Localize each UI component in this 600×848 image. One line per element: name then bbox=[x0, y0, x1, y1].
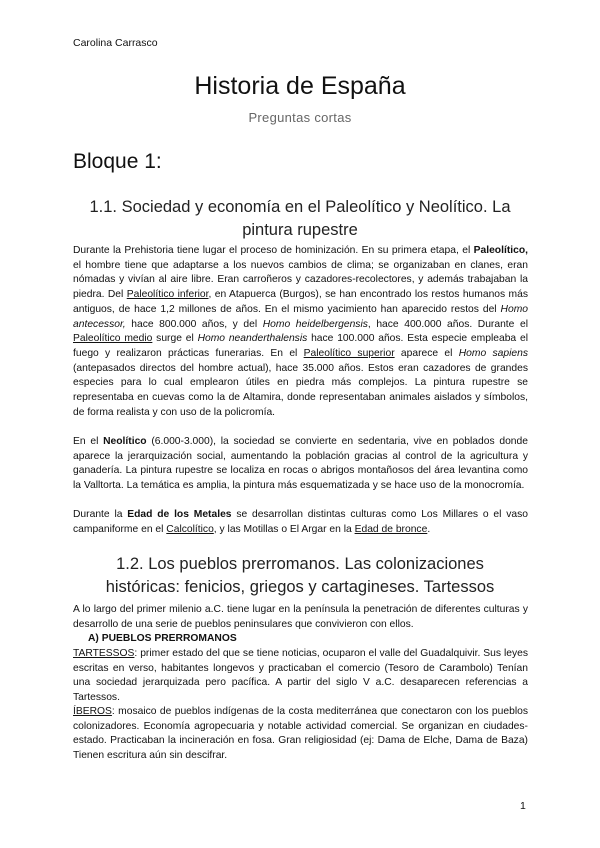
term-paleolitico-superior: Paleolítico superior bbox=[303, 347, 395, 359]
block-title: Bloque 1: bbox=[73, 150, 162, 173]
term-edad-de-los-metales: Edad de los Metales bbox=[127, 509, 232, 520]
text-span: el hombre tiene que adaptarse a los nuevos cambios de clima; se organizaban en clanes, eran nómadas y vivían al aire libre. Eran carroñeros y cazadores-recolectores, y además trabajaban la piedra. Del bbox=[73, 259, 528, 301]
text-span: : mosaico de pueblos indígenas de la costa mediterránea que conectaron con los pueblos colonizadores. Economía agropecuaria y notable actividad comercial. Se organizan en ciudades-estado. Practicaban la incineración en fosa. Gran religiosidad (ej: Dama de Elche, Dama de Baza) Tienen escritura aún sin descifrar. bbox=[73, 706, 528, 762]
text-span: hace 800.000 años, y del bbox=[125, 318, 263, 330]
text-span: Durante la bbox=[73, 509, 128, 520]
term-neolitico: Neolítico bbox=[103, 436, 147, 447]
section-2-heading: 1.2. Los pueblos prerromanos. Las colonizaciones históricas: fenicios, griegos y cartagineses. Tartessos bbox=[105, 555, 495, 596]
tartessos-paragraph bbox=[73, 647, 528, 706]
term-iberos: ÍBEROS bbox=[73, 706, 112, 717]
text-span: En el bbox=[73, 436, 104, 447]
iberos-paragraph bbox=[73, 705, 528, 764]
author-name: Carolina Carrasco bbox=[73, 37, 158, 49]
text-span: se desarrollan distintas culturas como Los Millares o el vaso campaniforme en el bbox=[73, 509, 528, 535]
term-paleolitico-medio: Paleolítico medio bbox=[73, 333, 153, 345]
section-1-paragraph-2 bbox=[73, 435, 528, 494]
text-span: (6.000-3.000), la sociedad se convierte en sedentaria, vive en poblados donde aparece la jerarquización social, aumentando la población gracias al control de la agricultura y ganadería. La pintura rupestre se localiza en rocas o abrigos montañosos del área levantina como la Valltorta. La temática es amplia, la pintura más esquematizada y se hace uso de la monocromía. bbox=[73, 436, 528, 492]
term-paleolitico: Paleolítico, bbox=[473, 245, 528, 256]
term-homo-sapiens: Homo sapiens bbox=[458, 347, 528, 359]
text-span: aparece el bbox=[394, 347, 459, 359]
text-span: . bbox=[427, 523, 431, 535]
subheading-pueblos-prerromanos: A) PUEBLOS PRERROMANOS bbox=[88, 633, 237, 644]
text-span: Durante la Prehistoria tiene lugar el proceso de hominización. En su primera etapa, el bbox=[73, 245, 474, 256]
page-number: 1 bbox=[520, 800, 526, 812]
section-1-paragraph-1 bbox=[73, 244, 528, 420]
text-span: , y las Motillas o El Argar en la bbox=[213, 523, 355, 535]
term-paleolitico-inferior: Paleolítico inferior bbox=[126, 289, 209, 301]
text-span: (antepasados directos del hombre actual), hace 35.000 años. Estos eran cazadores de grandes especies para lo cual emplearon útiles en piedra más complejos. La pintura rupestre se representaba en cuevas como la de Altamira, donde representaban animales aislados y símbolos, de forma realista y con uso de la policromía. bbox=[73, 362, 528, 418]
document-title: Historia de España bbox=[194, 72, 406, 100]
term-homo-antecessor: Homo antecessor, bbox=[73, 303, 528, 330]
section-1-heading: 1.1. Sociedad y economía en el Paleolítico y Neolítico. La pintura rupestre bbox=[89, 198, 511, 239]
term-edad-de-bronce: Edad de bronce bbox=[354, 523, 428, 535]
text-span: , en Atapuerca (Burgos), se han encontrado los restos humanos más antiguos, de hace 1,2 millones de años. En el mismo yacimiento han aparecido restos del bbox=[73, 289, 529, 315]
section-2-intro: A lo largo del primer milenio a.C. tiene lugar en la península la penetración de diferentes culturas y desarrollo de una serie de pueblos peninsulares que convivieron con ellos. bbox=[73, 604, 528, 630]
text-span: surge el bbox=[152, 333, 198, 345]
term-homo-neanderthalensis: Homo neanderthalensis bbox=[197, 333, 308, 345]
term-tartessos: TARTESSOS bbox=[73, 648, 135, 659]
text-span: : primer estado del que se tiene noticias, ocuparon el valle del Guadalquivir. Sus leyes escritas en verso, habitantes longevos y practicaban el comercio (Tesoro de Carambolo) Tenían una sociedad jerarquizada pero pacífica. A partir del siglo V a.C. desaparecen referencias a Tartessos. bbox=[73, 648, 528, 704]
term-calcolitico: Calcolítico bbox=[166, 523, 214, 535]
text-span: , hace 400.000 años. Durante el bbox=[367, 318, 528, 330]
text-span: hace 100.000 años. Esta especie empleaba el fuego y realizaron prácticas funerarias. En el bbox=[73, 333, 528, 359]
section-1-paragraph-3 bbox=[73, 508, 528, 537]
term-homo-heidelbergensis: Homo heidelbergensis bbox=[262, 318, 368, 330]
document-subtitle: Preguntas cortas bbox=[248, 110, 352, 125]
